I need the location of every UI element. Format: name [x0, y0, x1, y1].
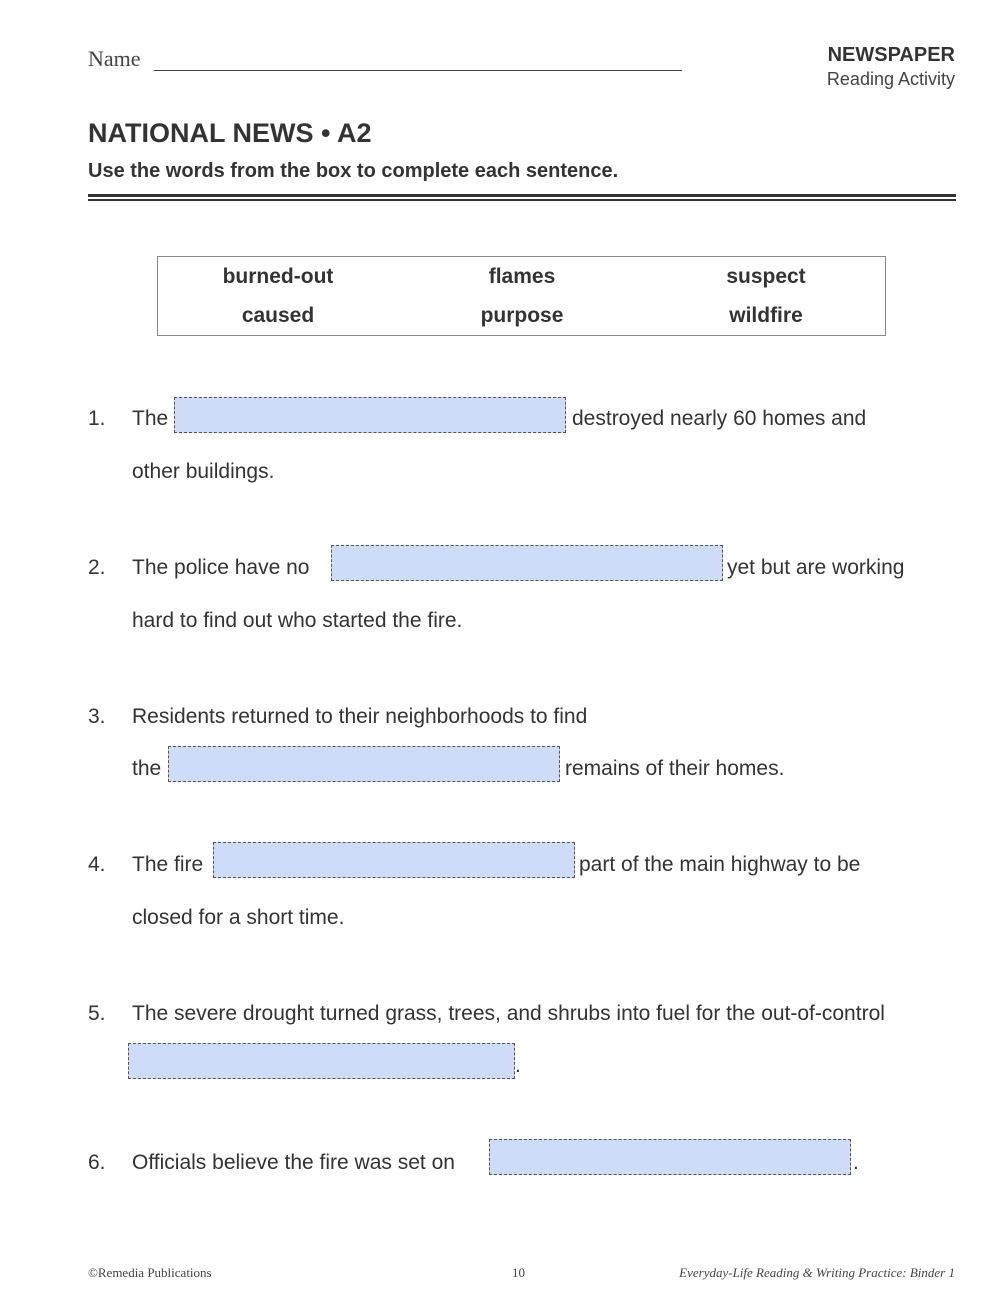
divider-thick	[88, 194, 956, 197]
question-text: remains of their homes.	[565, 757, 785, 780]
name-label: Name	[88, 46, 141, 71]
question-text: destroyed nearly 60 homes and	[572, 407, 867, 430]
question-number: 5.	[88, 1002, 106, 1025]
word-box	[157, 256, 886, 336]
word-item: wildfire	[729, 304, 803, 327]
answer-blank-2[interactable]	[331, 545, 723, 581]
question-text: Officials believe the fire was set on	[132, 1151, 455, 1174]
footer-book-title: Everyday-Life Reading & Writing Practice: Binder 1	[679, 1265, 955, 1280]
word-item: flames	[488, 265, 556, 288]
question-number: 3.	[88, 705, 106, 728]
answer-blank-3[interactable]	[168, 746, 560, 782]
footer-copyright: ©Remedia Publications	[88, 1265, 212, 1280]
answer-blank-1[interactable]	[174, 397, 566, 433]
instructions: Use the words from the box to complete each sentence.	[88, 160, 619, 182]
question-text: The	[132, 407, 169, 430]
answer-blank-5[interactable]	[128, 1043, 515, 1079]
question-text: The fire	[132, 853, 204, 876]
question-text: Residents returned to their neighborhoods to find	[132, 705, 588, 728]
question-text: other buildings.	[132, 460, 275, 483]
answer-blank-6[interactable]	[489, 1139, 851, 1175]
question-text: yet but are working	[727, 556, 905, 579]
question-text: closed for a short time.	[132, 906, 345, 929]
answer-blank-4[interactable]	[213, 842, 575, 878]
name-line	[154, 70, 682, 71]
question-number: 1.	[88, 407, 106, 430]
footer-page-number: 10	[512, 1265, 525, 1280]
word-item: suspect	[726, 265, 806, 288]
word-item: purpose	[480, 304, 564, 327]
header-brand	[827, 44, 955, 90]
brand-title: NEWSPAPER	[827, 44, 955, 66]
page-title: NATIONAL NEWS • A2	[88, 118, 372, 148]
question-number: 4.	[88, 853, 106, 876]
question-text: .	[853, 1151, 859, 1174]
word-item: burned-out	[222, 265, 334, 288]
question-text: The severe drought turned grass, trees, and shrubs into fuel for the out-of-control	[132, 1002, 885, 1025]
question-number: 6.	[88, 1151, 106, 1174]
question-text: hard to find out who started the fire.	[132, 609, 463, 632]
question-number: 2.	[88, 556, 106, 579]
question-text: part of the main highway to be	[579, 853, 861, 876]
question-text: the	[132, 757, 162, 780]
brand-subtitle: Reading Activity	[826, 69, 955, 89]
question-text: .	[515, 1054, 521, 1077]
question-text: The police have no	[132, 556, 310, 579]
word-item: caused	[241, 304, 315, 327]
divider-thin	[88, 199, 956, 201]
